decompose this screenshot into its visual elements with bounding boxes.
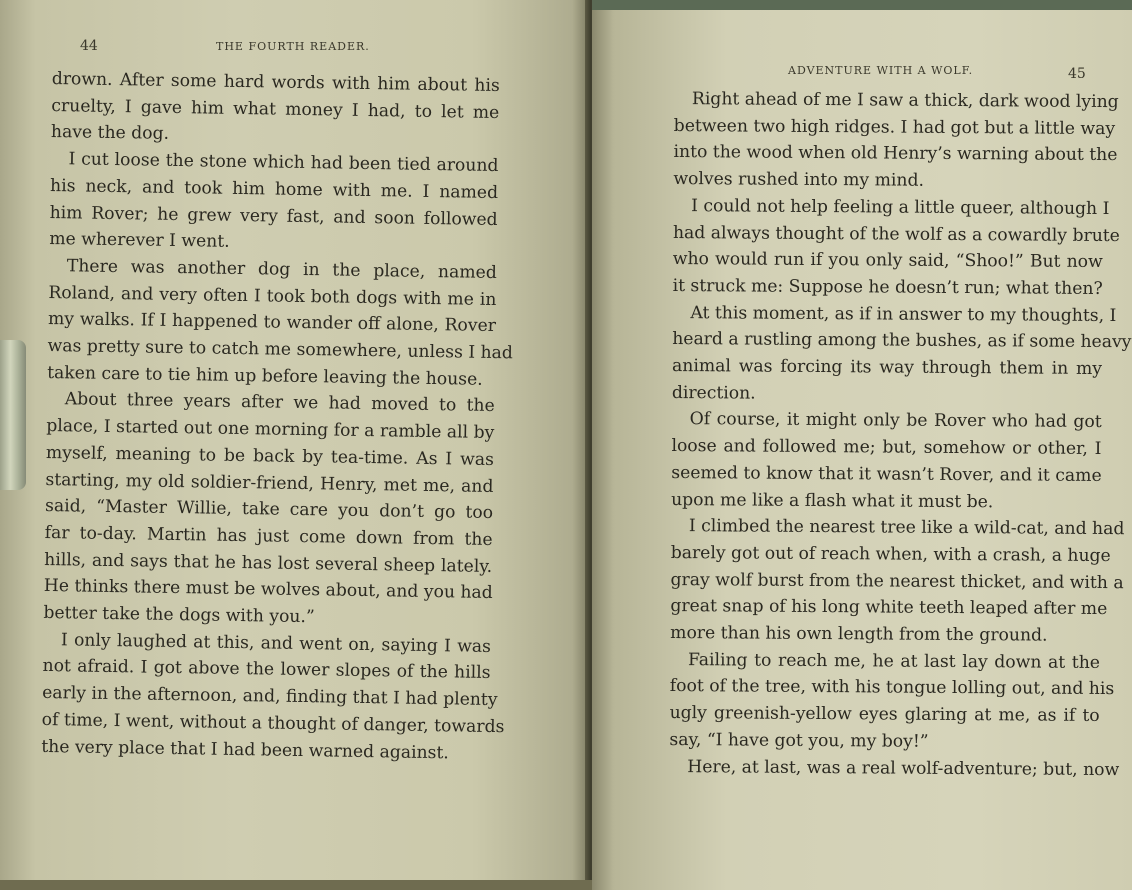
text-line: Failing to reach me, he at last lay down at the xyxy=(687,649,1101,673)
text-line: who would run if you only said, “Shoo!” But now xyxy=(672,249,1103,273)
text-line: cruelty, I gave him what money I had, to let me xyxy=(51,95,500,123)
text-line: early in the afternoon, and, finding that I had plenty xyxy=(41,683,498,711)
text-line: not afraid. I got above the lower slopes of the hills xyxy=(42,656,491,684)
text-line: between two high ridges. I had got but a little way xyxy=(673,115,1116,139)
text-line: Here, at last, was a real wolf-adventure; but, now xyxy=(687,756,1120,780)
text-line: I only laughed at this, and went on, saying I was xyxy=(60,629,492,657)
text-line: He thinks there must be wolves about, and you had xyxy=(43,576,493,604)
page-number-right: 45 xyxy=(1068,66,1086,82)
text-line: direction. xyxy=(671,382,756,404)
text-line: my walks. If I happened to wander off alone, Rover xyxy=(47,309,497,337)
text-line: I could not help feeling a little queer, although I xyxy=(691,195,1110,219)
text-line: said, “Master Willie, take care you don’t go too xyxy=(44,496,494,524)
text-line: animal was forcing its way through them in my xyxy=(671,356,1103,380)
text-line: wolves rushed into my mind. xyxy=(673,169,925,191)
text-line: say, “I have got you, my boy!” xyxy=(669,729,929,752)
text-line: myself, meaning to be back by tea-time. As I was xyxy=(45,442,495,470)
text-line: There was another dog in the place, named xyxy=(66,256,497,283)
text-line: Of course, it might only be Rover who had got xyxy=(689,409,1102,433)
text-line: upon me like a flash what it must be. xyxy=(671,489,994,512)
text-line: have the dog. xyxy=(50,122,170,145)
running-head-left: THE FOURTH READER. xyxy=(216,40,370,53)
text-line: the very place that I had been warned against. xyxy=(41,736,449,763)
text-line: loose and followed me; but, somehow or other, I xyxy=(671,436,1102,460)
text-line: taken care to tie him up before leaving the house. xyxy=(47,362,483,390)
text-line: barely got out of reach when, with a crash, a huge xyxy=(670,542,1111,567)
glass-page-clip xyxy=(0,340,26,490)
text-line: I climbed the nearest tree like a wild-cat, and had xyxy=(688,516,1125,540)
text-line: place, I started out one morning for a ramble all by xyxy=(46,416,495,444)
text-line: it struck me: Suppose he doesn’t run; what then? xyxy=(672,275,1103,299)
text-line: foot of the tree, with his tongue lolling out, and his xyxy=(669,676,1115,700)
text-line: About three years after we had moved to the xyxy=(64,389,495,417)
right-page-text xyxy=(669,86,1132,783)
running-head-right: ADVENTURE WITH A WOLF. xyxy=(788,64,974,77)
text-line: better take the dogs with you.” xyxy=(43,602,315,628)
text-line: me wherever I went. xyxy=(49,229,230,253)
text-line: hills, and says that he has lost several sheep lately. xyxy=(44,549,493,577)
text-line: gray wolf burst from the nearest thicket, and with a xyxy=(670,569,1124,593)
text-line: his neck, and took him home with me. I named xyxy=(49,175,499,203)
text-line: was pretty sure to catch me somewhere, unless I had xyxy=(47,335,514,364)
text-line: him Rover; he grew very fast, and soon followed xyxy=(49,202,498,230)
text-line: far to-day. Martin has just come down from the xyxy=(44,522,493,550)
text-line: starting, my old soldier-friend, Henry, met me, and xyxy=(45,469,494,497)
text-line: At this moment, as if in answer to my thoughts, I xyxy=(690,302,1117,326)
text-line: ugly greenish-yellow eyes glaring at me, as if to xyxy=(669,703,1100,727)
text-line: I cut loose the stone which had been tied around xyxy=(68,149,499,177)
text-line: heard a rustling among the bushes, as if some heavy xyxy=(672,329,1132,353)
text-line: more than his own length from the ground. xyxy=(670,623,1048,646)
text-line: into the wood when old Henry’s warning about the xyxy=(673,142,1118,166)
text-line: seemed to know that it wasn’t Rover, and it came xyxy=(671,462,1102,486)
text-line: Right ahead of me I saw a thick, dark wood lying xyxy=(691,89,1119,113)
text-line: had always thought of the wolf as a cowardly brute xyxy=(672,222,1120,246)
page-number-left: 44 xyxy=(80,38,98,54)
text-line: Roland, and very often I took both dogs with me in xyxy=(48,282,497,310)
text-line: of time, I went, without a thought of danger, towards xyxy=(41,709,505,738)
right-page xyxy=(592,10,1132,890)
text-line: great snap of his long white teeth leaped after me xyxy=(670,596,1108,620)
left-page-text xyxy=(41,66,514,767)
text-line: drown. After some hard words with him about his xyxy=(51,68,500,97)
